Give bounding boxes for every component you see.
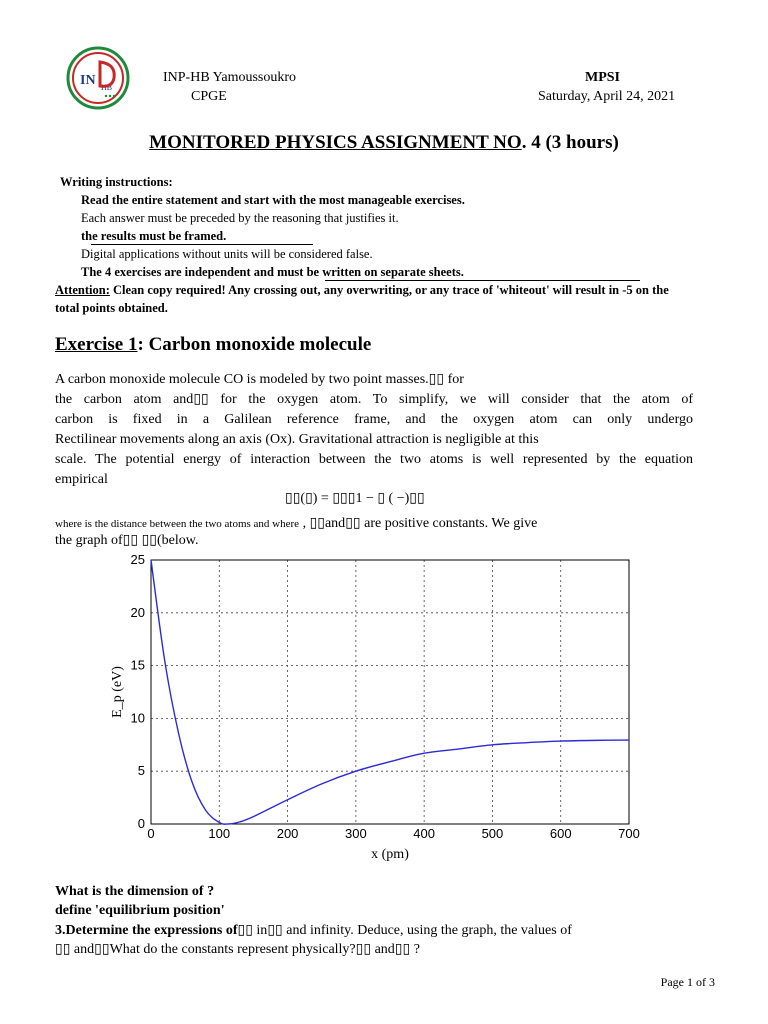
exercise-line-3: carbon is fixed in a Galilean reference frame, and the oxygen atom can only undergo bbox=[55, 412, 693, 427]
y-tick-label: 25 bbox=[130, 552, 145, 567]
attention-note bbox=[55, 283, 715, 298]
text-span: the graph of bbox=[55, 533, 123, 548]
instruction-item-2 bbox=[77, 211, 399, 226]
question-1 bbox=[55, 884, 214, 900]
symbol-glyph: ▯▯ bbox=[428, 372, 445, 387]
title-part1: MONITORED PHYSICS ASSIGNMENT NO bbox=[149, 132, 522, 153]
instructions-heading: Writing instructions: bbox=[60, 175, 173, 189]
page-title bbox=[0, 132, 768, 154]
instruction-text: the results must be framed. bbox=[81, 229, 227, 243]
text-span: 3. bbox=[55, 923, 66, 938]
exercise-where-line bbox=[55, 514, 715, 532]
instruction-text: The 4 exercises are independent and must be written on separate sheets. bbox=[81, 265, 464, 279]
text-span: where is the distance between the two atoms and where bbox=[55, 518, 300, 530]
y-tick-label: 10 bbox=[130, 710, 145, 726]
title-part2: . 4 (3 hours) bbox=[521, 132, 619, 153]
potential-energy-chart bbox=[110, 552, 645, 864]
text-span: (below. bbox=[157, 533, 199, 548]
text-span: What do the constants represent physically? bbox=[109, 942, 356, 957]
exercise-line-4: Rectilinear movements along an axis (Ox). Gravitational attraction is negligible at this bbox=[55, 432, 539, 447]
symbol-glyph: ▯▯ bbox=[94, 942, 110, 957]
text-span: in bbox=[252, 923, 268, 938]
symbol-glyph: ▯▯ bbox=[355, 942, 372, 957]
symbol-glyph: ▯▯ bbox=[122, 533, 139, 548]
exercise-title: : Carbon monoxide molecule bbox=[137, 334, 372, 355]
question-2: define 'equilibrium position' bbox=[55, 903, 225, 918]
x-tick-label: 500 bbox=[481, 826, 504, 841]
x-axis-label: x (pm) bbox=[371, 847, 409, 862]
text-span: and infinity. Deduce, using the graph, the values of bbox=[282, 923, 572, 938]
symbol-glyph: ▯▯ bbox=[141, 533, 157, 548]
instruction-text: Digital applications without units will be considered false. bbox=[81, 247, 373, 261]
underline-divider bbox=[325, 280, 640, 281]
text-span: for bbox=[447, 372, 464, 387]
department: CPGE bbox=[191, 89, 227, 104]
page-number: Page 1 of 3 bbox=[660, 975, 715, 989]
instruction-item-1 bbox=[77, 193, 465, 208]
text-span: , ▯▯and bbox=[302, 516, 346, 531]
exercise-label: Exercise 1 bbox=[55, 334, 138, 355]
text-span: A carbon monoxide molecule CO is modeled by two point masses. bbox=[55, 372, 429, 387]
x-tick-label: 400 bbox=[413, 826, 435, 841]
attention-text: Clean copy required! Any crossing out, any overwriting, or any trace of 'whiteout' will result in -5 on the bbox=[109, 283, 669, 297]
x-tick-label: 0 bbox=[147, 826, 155, 841]
y-tick-label: 20 bbox=[130, 604, 145, 620]
class-name: MPSI bbox=[585, 70, 620, 85]
institution-name: INP-HB Yamoussoukro bbox=[163, 70, 297, 85]
y-tick-label: 15 bbox=[130, 657, 145, 673]
text-span: and bbox=[73, 942, 95, 957]
instruction-item-5 bbox=[77, 265, 464, 280]
symbol-glyph: ▯▯ bbox=[345, 516, 361, 531]
exercise-line-2 bbox=[55, 390, 693, 410]
institution-logo bbox=[66, 46, 130, 110]
exam-date: Saturday, April 24, 2021 bbox=[538, 89, 676, 104]
text-span: and bbox=[374, 942, 395, 957]
plot-frame bbox=[151, 560, 629, 824]
text-span: ? bbox=[410, 942, 420, 957]
symbol-glyph: ▯▯ bbox=[394, 942, 411, 957]
instruction-text: Each answer must be preceded by the reasoning that justifies it. bbox=[81, 211, 399, 225]
exercise-graph-line bbox=[55, 532, 198, 549]
x-tick-label: 300 bbox=[345, 826, 367, 841]
text-span: What is the dimension of bbox=[55, 884, 204, 899]
instruction-item-3 bbox=[77, 229, 226, 244]
exercise-line-5: scale. The potential energy of interaction between the two atoms is well represented by the equation bbox=[55, 452, 693, 467]
symbol-glyph: ▯▯ bbox=[237, 923, 253, 938]
question-3-line2 bbox=[55, 941, 420, 958]
symbol-glyph: ▯▯ bbox=[55, 942, 71, 957]
exercise-line-6: empirical bbox=[55, 472, 108, 487]
x-tick-label: 200 bbox=[276, 826, 299, 841]
exercise-heading bbox=[55, 334, 371, 356]
x-tick-label: 700 bbox=[618, 826, 640, 841]
x-tick-label: 600 bbox=[549, 826, 572, 841]
text-span: ? bbox=[203, 884, 215, 899]
attention-note-line2: total points obtained. bbox=[55, 301, 168, 315]
potential-energy-curve bbox=[151, 560, 629, 824]
instruction-item-4 bbox=[77, 247, 373, 262]
text-span: are positive constants. We give bbox=[364, 516, 538, 531]
attention-label: Attention: bbox=[55, 283, 110, 297]
logo-subtext: HB bbox=[101, 83, 113, 92]
potential-energy-equation: ▯▯(▯) = ▯▯▯1 − ▯ ( −)▯▯ bbox=[285, 491, 425, 506]
exercise-line-1 bbox=[55, 370, 693, 390]
symbol-glyph: ▯▯ bbox=[193, 392, 209, 407]
y-tick-label: 5 bbox=[137, 763, 145, 779]
text-span: for the oxygen atom. To simplify, we will consider that the atom of bbox=[220, 392, 694, 407]
y-axis-label: E_p (eV) bbox=[110, 666, 125, 718]
text-span: the carbon atom and bbox=[55, 392, 194, 407]
symbol-glyph: ▯▯ bbox=[267, 923, 283, 938]
question-3 bbox=[55, 922, 572, 939]
underline-divider bbox=[91, 244, 313, 245]
text-span: Determine the expressions of bbox=[65, 923, 238, 938]
x-tick-label: 100 bbox=[208, 826, 231, 841]
logo-text: IN bbox=[80, 73, 96, 88]
y-tick-label: 0 bbox=[137, 816, 145, 831]
instruction-text: Read the entire statement and start with the most manageable exercises. bbox=[81, 193, 465, 207]
